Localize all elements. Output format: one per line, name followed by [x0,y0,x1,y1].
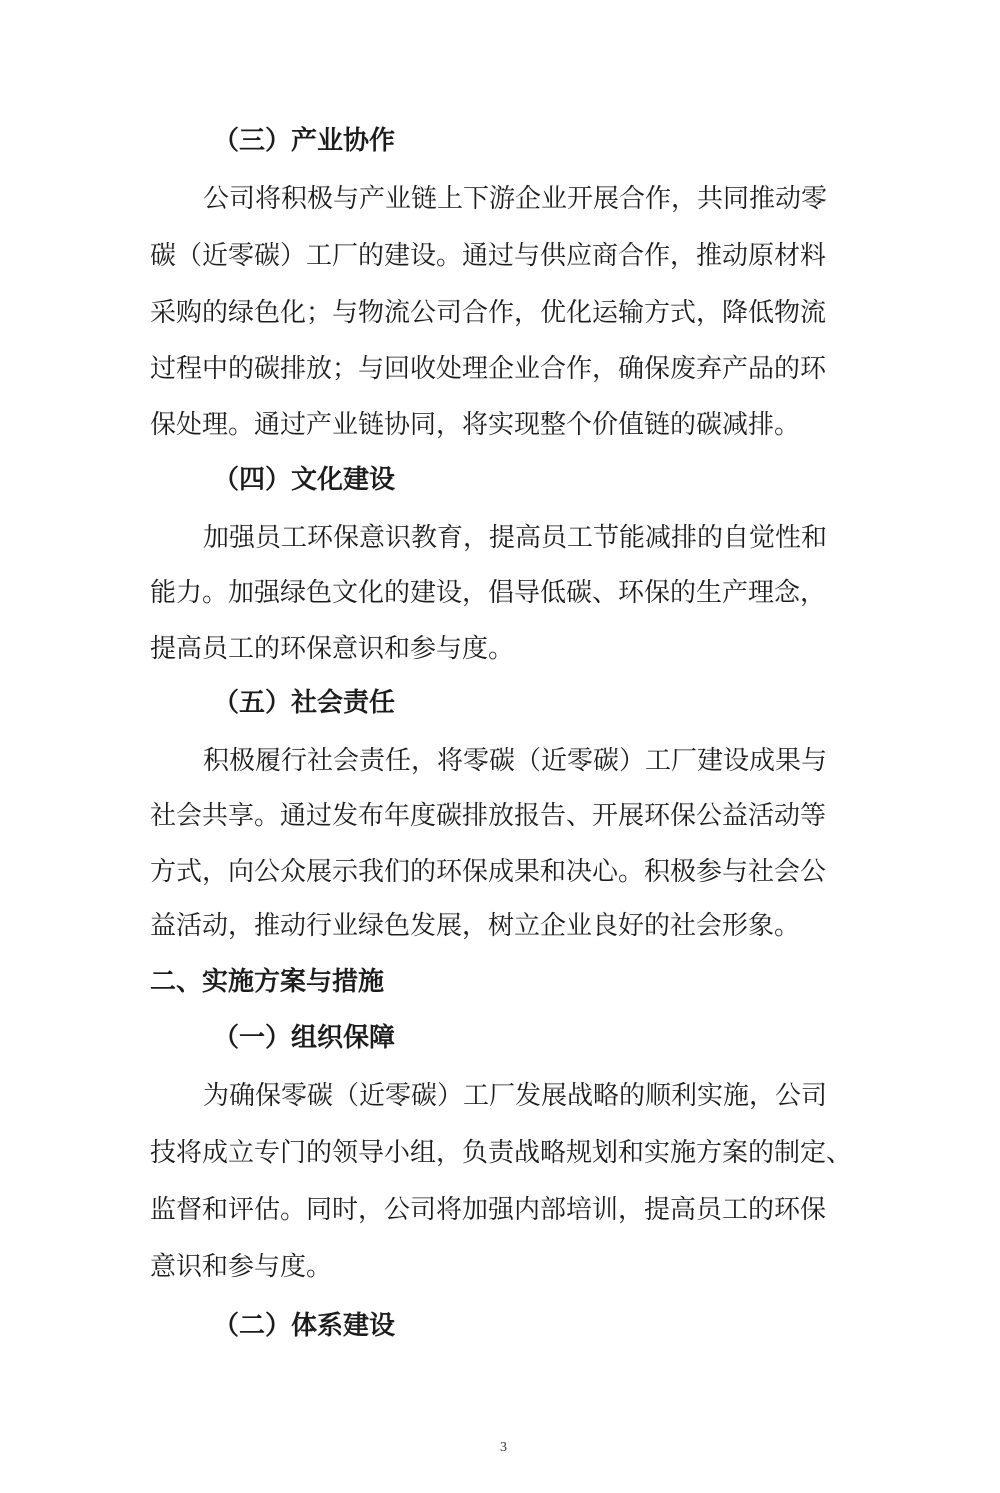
paragraph-line: 采购的绿色化；与物流公司合作，优化运输方式，降低物流 [150,298,827,328]
paragraph-line: 益活动，推动行业绿色发展，树立企业良好的社会形象。 [150,911,801,941]
paragraph-line: 技将成立专门的领导小组，负责战略规划和实施方案的制定、 [150,1138,853,1168]
paragraph-line: 碳（近零碳）工厂的建设。通过与供应商合作，推动原材料 [150,241,827,271]
section-heading-3: （三）产业协作 [213,126,396,156]
paragraph-line: 过程中的碳排放；与回收处理企业合作，确保废弃产品的环 [150,354,827,384]
paragraph-line: 能力。加强绿色文化的建设，倡导低碳、环保的生产理念， [150,578,827,608]
paragraph-line: 监督和评估。同时，公司将加强内部培训，提高员工的环保 [150,1195,827,1225]
paragraph-line: 意识和参与度。 [150,1252,333,1282]
section-heading-5: （五）社会责任 [213,688,396,718]
section-heading-4: （四）文化建设 [213,465,396,495]
paragraph-line: 积极履行社会责任，将零碳（近零碳）工厂建设成果与 [203,746,828,776]
paragraph-line: 保处理。通过产业链协同，将实现整个价值链的碳减排。 [150,410,801,440]
paragraph-line: 公司将积极与产业链上下游企业开展合作，共同推动零 [203,184,828,214]
subsection-heading-2: （二）体系建设 [213,1311,396,1341]
page-number: 3 [500,1440,507,1455]
paragraph-line: 提高员工的环保意识和参与度。 [150,634,515,664]
paragraph-line: 加强员工环保意识教育，提高员工节能减排的自觉性和 [203,523,828,553]
subsection-heading-1: （一）组织保障 [213,1023,396,1053]
paragraph-line: 社会共享。通过发布年度碳排放报告、开展环保公益活动等 [150,801,827,831]
paragraph-line: 方式，向公众展示我们的环保成果和决心。积极参与社会公 [150,857,827,887]
paragraph-line: 为确保零碳（近零碳）工厂发展战略的顺利实施，公司 [203,1081,828,1111]
chapter-heading: 二、实施方案与措施 [150,967,385,997]
